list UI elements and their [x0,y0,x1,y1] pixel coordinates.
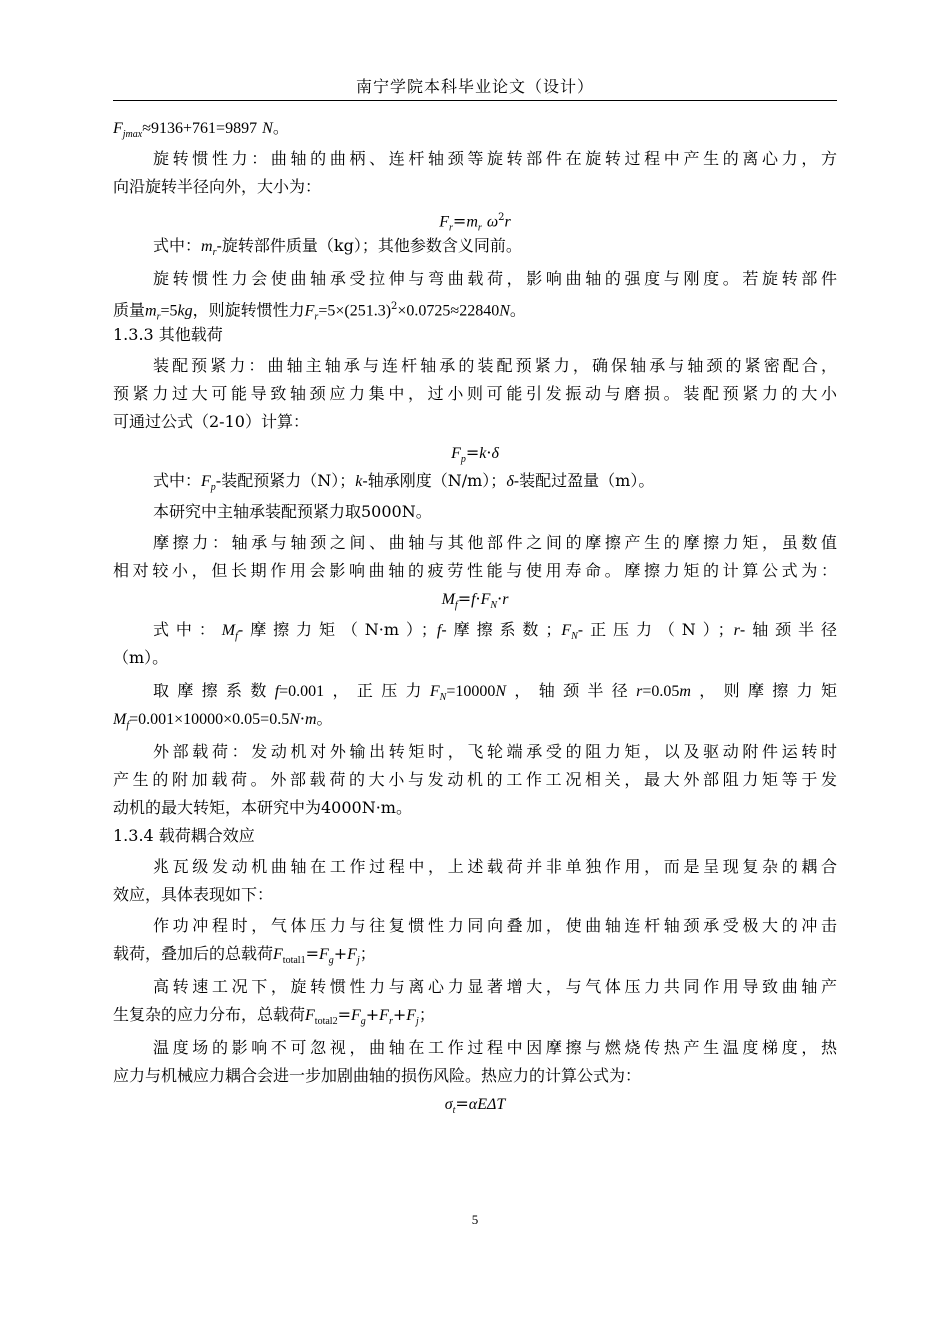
formula-fp: $F_p=k\cdot\delta$ [451,443,499,466]
paragraph-high-speed-1: 高转速工况下，旋转惯性力与离心力显著增大，与气体压力共同作用导致曲轴产 [153,977,837,996]
paragraph-rotary-inertia-2: 向沿旋转半径向外，大小为： [113,177,322,196]
page-header-title: 南宁学院本科毕业论文（设计） [355,77,594,96]
paragraph-mf-definition-2: （m）。 [113,648,169,667]
paragraph-friction-2: 相对较小，但长期作用会影响曲轴的疲劳性能与使用寿命。摩擦力矩的计算公式为： [113,561,837,580]
paragraph-coupling-1: 兆瓦级发动机曲轴在工作过程中，上述载荷并非单独作用，而是呈现复杂的耦合 [153,857,837,876]
paragraph-mr-definition: 式中：$m_r-$旋转部件质量（kg）；其他参数含义同前。 [153,236,522,259]
page-number: 5 [471,1212,479,1227]
paragraph-high-speed-2: 生复杂的应力分布，总载荷$F_{total2}=F_g+F_r+F_j$； [113,1005,435,1028]
paragraph-thermal-2: 应力与机械应力耦合会进一步加剧曲轴的损伤风险。热应力的计算公式为： [113,1066,642,1085]
paragraph-external-load-3: 动机的最大转矩，本研究中为4000N·m。 [113,798,412,817]
paragraph-rotary-effect-2: 质量$m_r=5kg$，则旋转惯性力$F_r=5\times(251.3)^2\times 0.0725\approx 22840N$。 [113,300,526,321]
section-heading-1-3-3: 1.3.3 其他载荷 [113,325,223,344]
paragraph-coupling-2: 效应，具体表现如下： [113,885,274,904]
paragraph-external-load-2: 产生的附加载荷。外部载荷的大小与发动机的工作工况相关，最大外部阻力矩等于发 [113,770,837,789]
paragraph-fp-definition: 式中：$F_p-$装配预紧力（N）；k-轴承刚度（N/m）；δ-装配过盈量（m）。 [153,471,655,494]
formula-fr: $F_r=m_r$ $\omega^2r$ [439,211,511,232]
page-body [113,114,837,1118]
formula-fjmax-result: $F_{jmax}\approx 9136+761=9897$ N。 [113,118,289,141]
paragraph-preload-1: 装配预紧力：曲轴主轴承与连杆轴承的装配预紧力，确保轴承与轴颈的紧密配合， [153,356,837,375]
paragraph-preload-3: 可通过公式（2-10）计算： [113,412,309,431]
formula-thermal-stress: $\sigma_t=\alpha E\Delta T$ [444,1094,506,1117]
paragraph-rotary-effect-1: 旋转惯性力会使曲轴承受拉伸与弯曲载荷，影响曲轴的强度与刚度。若旋转部件 [153,269,837,288]
section-heading-1-3-4: 1.3.4 载荷耦合效应 [113,826,255,845]
paragraph-friction-calc-2: $M_f=0.001\times 10000\times 0.05=0.5N\cdot m$。 [113,709,333,732]
paragraph-preload-value: 本研究中主轴承装配预紧力取5000N。 [153,502,432,521]
formula-mf: $M_f=f\cdot F_N\cdot r$ [441,589,509,612]
paragraph-power-stroke-2: 载荷，叠加后的总载荷$F_{total1}=F_g+F_j$； [113,944,376,967]
paragraph-friction-1: 摩擦力：轴承与轴颈之间、曲轴与其他部件之间的摩擦产生的摩擦力矩，虽数值 [153,533,837,552]
paragraph-mf-definition-1: 式中：$M_f-$摩擦力矩（N·m）；f-摩擦系数；$F_N-$正压力（N）；r-轴颈半径 [153,620,837,643]
paragraph-friction-calc-1: 取摩擦系数f=0.001，正压力$F_N=10000N$，轴颈半径r=0.05m，则摩擦力矩 [153,681,837,704]
paragraph-thermal-1: 温度场的影响不可忽视，曲轴在工作过程中因摩擦与燃烧传热产生温度梯度，热 [153,1038,837,1057]
paragraph-external-load-1: 外部载荷：发动机对外输出转矩时，飞轮端承受的阻力矩，以及驱动附件运转时 [153,742,837,761]
paragraph-preload-2: 预紧力过大可能导致轴颈应力集中，过小则可能引发振动与磨损。装配预紧力的大小 [113,384,837,403]
paragraph-rotary-inertia-1: 旋转惯性力：曲轴的曲柄、连杆轴颈等旋转部件在旋转过程中产生的离心力，方 [153,149,837,168]
paragraph-power-stroke-1: 作功冲程时，气体压力与往复惯性力同向叠加，使曲轴连杆轴颈承受极大的冲击 [153,916,837,935]
header-rule [113,100,837,101]
